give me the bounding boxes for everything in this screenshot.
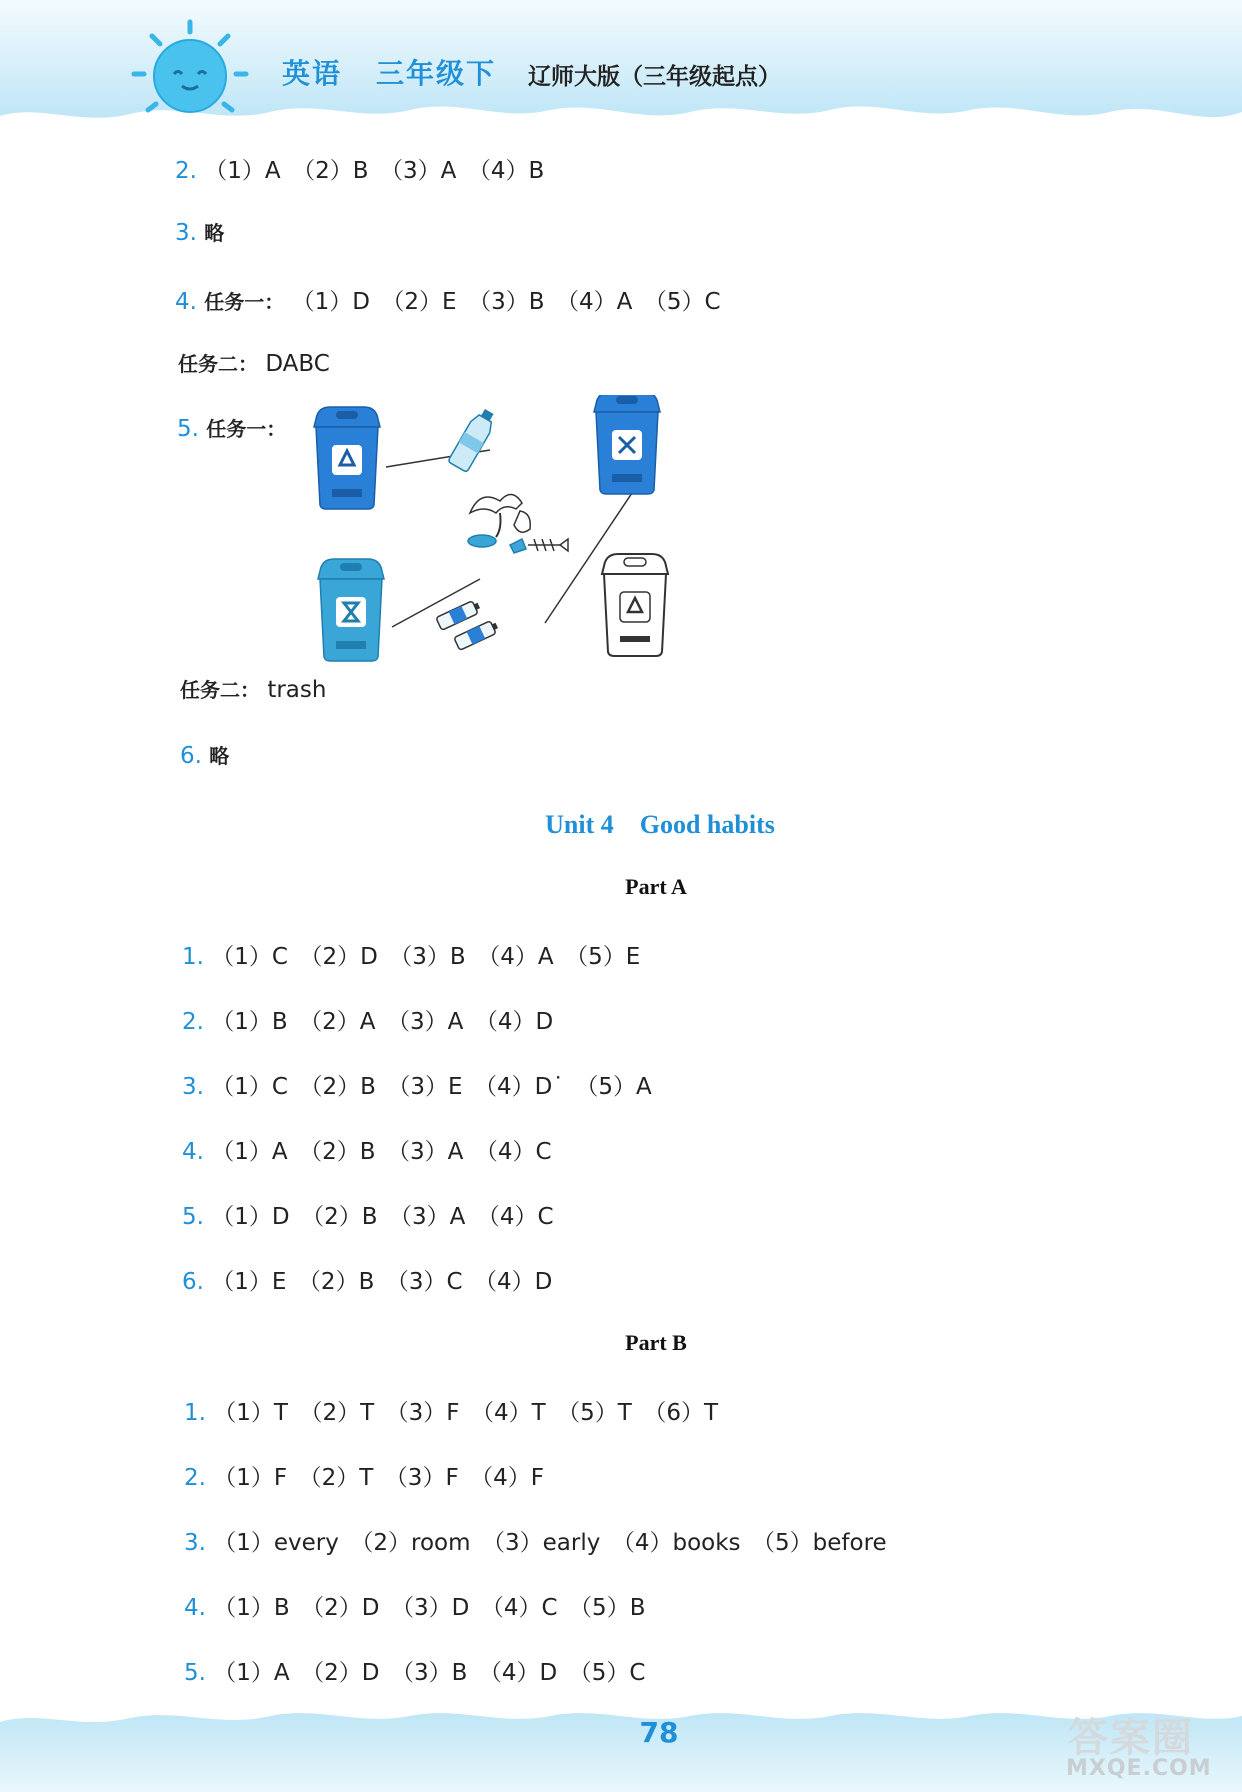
question-number: 2.	[182, 1009, 204, 1035]
answer-text: （1）D （2）B （3）A （4）C	[211, 1204, 554, 1230]
subject-title: 英语	[282, 57, 343, 90]
task-label: 任务一：	[204, 290, 285, 314]
question-number: 1.	[184, 1400, 206, 1426]
recyclable-bin-icon	[314, 407, 380, 509]
harmful-bin-icon	[594, 395, 660, 494]
unit-title: Unit 4 Good habits	[545, 810, 775, 839]
question-number: 6.	[182, 1269, 204, 1295]
question-number: 1.	[182, 944, 204, 970]
answer-text: （1）B （2）D （3）D （4）C （5）B	[213, 1595, 646, 1621]
other-bin-icon	[602, 554, 668, 656]
part-b-title: Part B	[625, 1330, 687, 1355]
answer-line	[182, 1263, 552, 1296]
answer-line	[182, 1133, 552, 1166]
question-number: 2.	[175, 158, 197, 184]
answer-line	[180, 674, 326, 703]
answer-line	[182, 1003, 553, 1036]
batteries-icon	[436, 599, 500, 650]
answer-text: （1）B （2）A （3）A （4）D	[211, 1009, 554, 1035]
answer-text: （1）T （2）T （3）F （4）T （5）T （6）T	[213, 1400, 719, 1426]
question-number: 4.	[184, 1595, 206, 1621]
answer-line	[184, 1394, 718, 1427]
answer-line	[182, 1198, 554, 1231]
answer-text: （1）A （2）B （3）A （4）B	[204, 158, 545, 184]
answer-line	[184, 1654, 645, 1687]
question-number: 2.	[184, 1465, 206, 1491]
question-number: 3.	[184, 1530, 206, 1556]
garbage-sorting-figure	[300, 395, 740, 665]
answer-line	[180, 740, 229, 769]
answer-text: trash	[267, 677, 327, 703]
grade-title: 三年级下	[376, 57, 497, 90]
question-number: 4.	[175, 289, 197, 315]
answer-text: （1）A （2）B （3）A （4）C	[211, 1139, 552, 1165]
answer-text: 略	[209, 744, 230, 768]
question-number: 5.	[182, 1204, 204, 1230]
answer-line	[182, 1068, 652, 1101]
task-label: 任务二：	[180, 678, 260, 702]
answer-line	[184, 1459, 544, 1492]
watermark-url: MXQE.COM	[1066, 1756, 1212, 1781]
question-number: 4.	[182, 1139, 204, 1165]
watermark-logo: 答案圈	[1068, 1715, 1194, 1761]
question-number: 3.	[182, 1074, 204, 1100]
page-number: 78	[639, 1716, 679, 1749]
plastic-bottle-icon	[448, 406, 499, 472]
food-waste-icon	[468, 494, 568, 553]
task-label: 任务二：	[178, 352, 258, 376]
question-number: 5.	[184, 1660, 206, 1686]
answer-text: 略	[204, 221, 225, 245]
sun-mascot-icon	[130, 18, 250, 128]
answer-text: （1）D （2）E （3）B （4）A （5）C	[291, 289, 721, 315]
answer-line	[175, 152, 544, 185]
answer-line	[175, 283, 721, 316]
question-number: 3.	[175, 220, 197, 246]
answer-text: （1）C （2）D （3）B （4）A （5）E	[211, 944, 641, 970]
question-number: 6.	[180, 743, 202, 769]
answer-text: DABC	[265, 351, 330, 377]
question-number: 5.	[177, 416, 199, 442]
answer-text: （1）F （2）T （3）F （4）F	[213, 1465, 545, 1491]
answer-line	[184, 1524, 887, 1557]
edition-label: 辽师大版（三年级起点）	[528, 64, 781, 90]
answer-line	[184, 1589, 645, 1622]
answer-text: （1）every （2）room （3）early （4）books （5）before	[213, 1530, 887, 1556]
answer-line	[178, 348, 330, 377]
page-header	[0, 0, 1242, 150]
answer-text: （1）E （2）B （3）C （4）D	[211, 1269, 553, 1295]
answer-text: （1）A （2）D （3）B （4）D （5）C	[213, 1660, 646, 1686]
answer-line	[177, 413, 286, 442]
task-label: 任务一：	[206, 417, 287, 441]
part-a-title: Part A	[625, 874, 687, 899]
answer-line	[182, 938, 640, 971]
answer-text: （1）C （2）B （3）E （4）D˙ （5）A	[211, 1074, 652, 1100]
kitchen-bin-icon	[318, 559, 384, 661]
answer-line	[175, 217, 224, 246]
